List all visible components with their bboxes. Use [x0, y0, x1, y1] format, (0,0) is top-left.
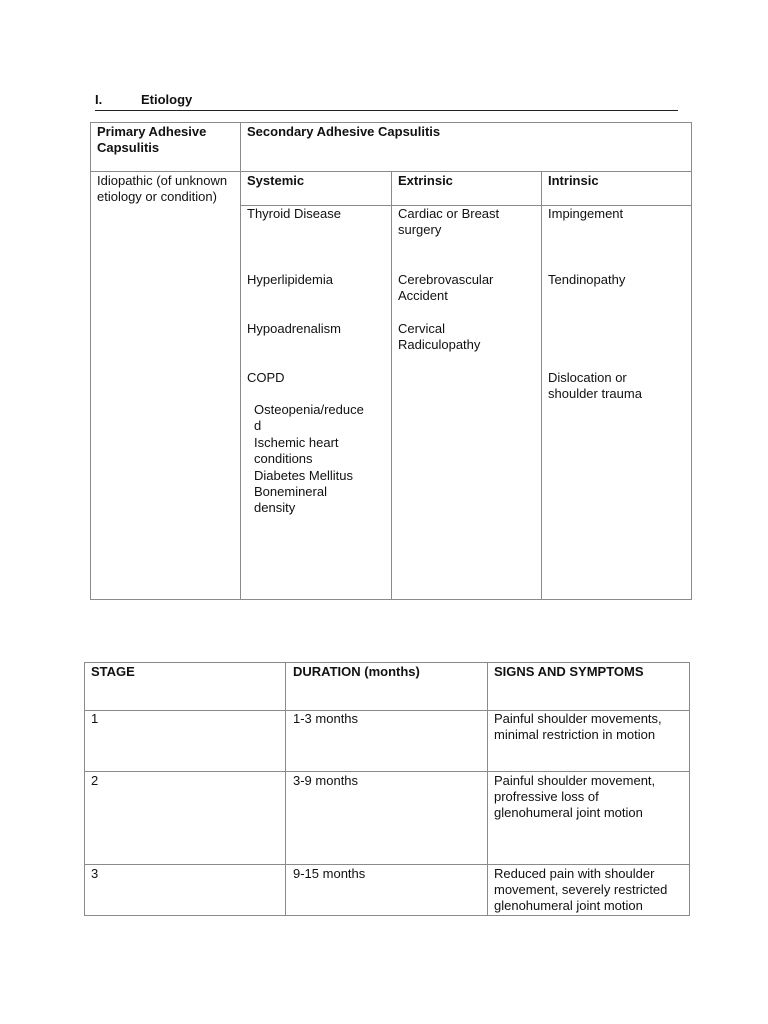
- stage-1-number: 1: [91, 711, 99, 726]
- systemic-hyperlipidemia: Hyperlipidemia: [247, 272, 333, 287]
- systemic-hypoadrenalism: Hypoadrenalism: [247, 321, 341, 336]
- intrinsic-dislocation: Dislocation or shoulder trauma: [548, 370, 642, 401]
- systemic-diabetes: Diabetes Mellitus: [254, 468, 353, 483]
- stage-3-number: 3: [91, 866, 99, 881]
- extrinsic-header: Extrinsic: [398, 173, 453, 188]
- primary-description: Idiopathic (of unknown etiology or condition): [97, 173, 228, 204]
- stage-1-duration: 1-3 months: [293, 711, 359, 726]
- stage-2-duration: 3-9 months: [293, 773, 359, 788]
- systemic-header: Systemic: [247, 173, 305, 188]
- extrinsic-cervical: Cervical Radiculopathy: [398, 321, 481, 352]
- extrinsic-cva: Cerebrovascular Accident: [398, 272, 494, 303]
- systemic-copd: COPD: [247, 370, 285, 385]
- intrinsic-header: Intrinsic: [548, 173, 599, 188]
- stage-3-signs: Reduced pain with shoulder movement, severely restricted glenohumeral joint motion: [494, 866, 668, 913]
- stage-2-number: 2: [91, 773, 99, 788]
- systemic-bonemineral: Bonemineral density: [254, 484, 327, 515]
- stage-header: STAGE: [91, 664, 135, 679]
- systemic-ischemic: Ischemic heart conditions: [254, 435, 339, 466]
- stage-1-signs: Painful shoulder movements, minimal restriction in motion: [494, 711, 662, 742]
- signs-header: SIGNS AND SYMPTOMS: [494, 664, 644, 679]
- duration-header: DURATION (months): [293, 664, 420, 679]
- section-number: I.: [95, 92, 103, 107]
- stage-2-signs: Painful shoulder movement, profressive loss of glenohumeral joint motion: [494, 773, 656, 820]
- secondary-header: Secondary Adhesive Capsulitis: [247, 124, 441, 139]
- systemic-osteopenia: Osteopenia/reduce d: [254, 402, 364, 433]
- intrinsic-tendinopathy: Tendinopathy: [548, 272, 626, 287]
- stage-3-duration: 9-15 months: [293, 866, 366, 881]
- section-heading: [95, 92, 678, 111]
- extrinsic-cardiac: Cardiac or Breast surgery: [398, 206, 500, 237]
- systemic-thyroid: Thyroid Disease: [247, 206, 341, 221]
- section-title: Etiology: [141, 92, 193, 107]
- intrinsic-impingement: Impingement: [548, 206, 624, 221]
- primary-header: Primary Adhesive Capsulitis: [97, 124, 207, 155]
